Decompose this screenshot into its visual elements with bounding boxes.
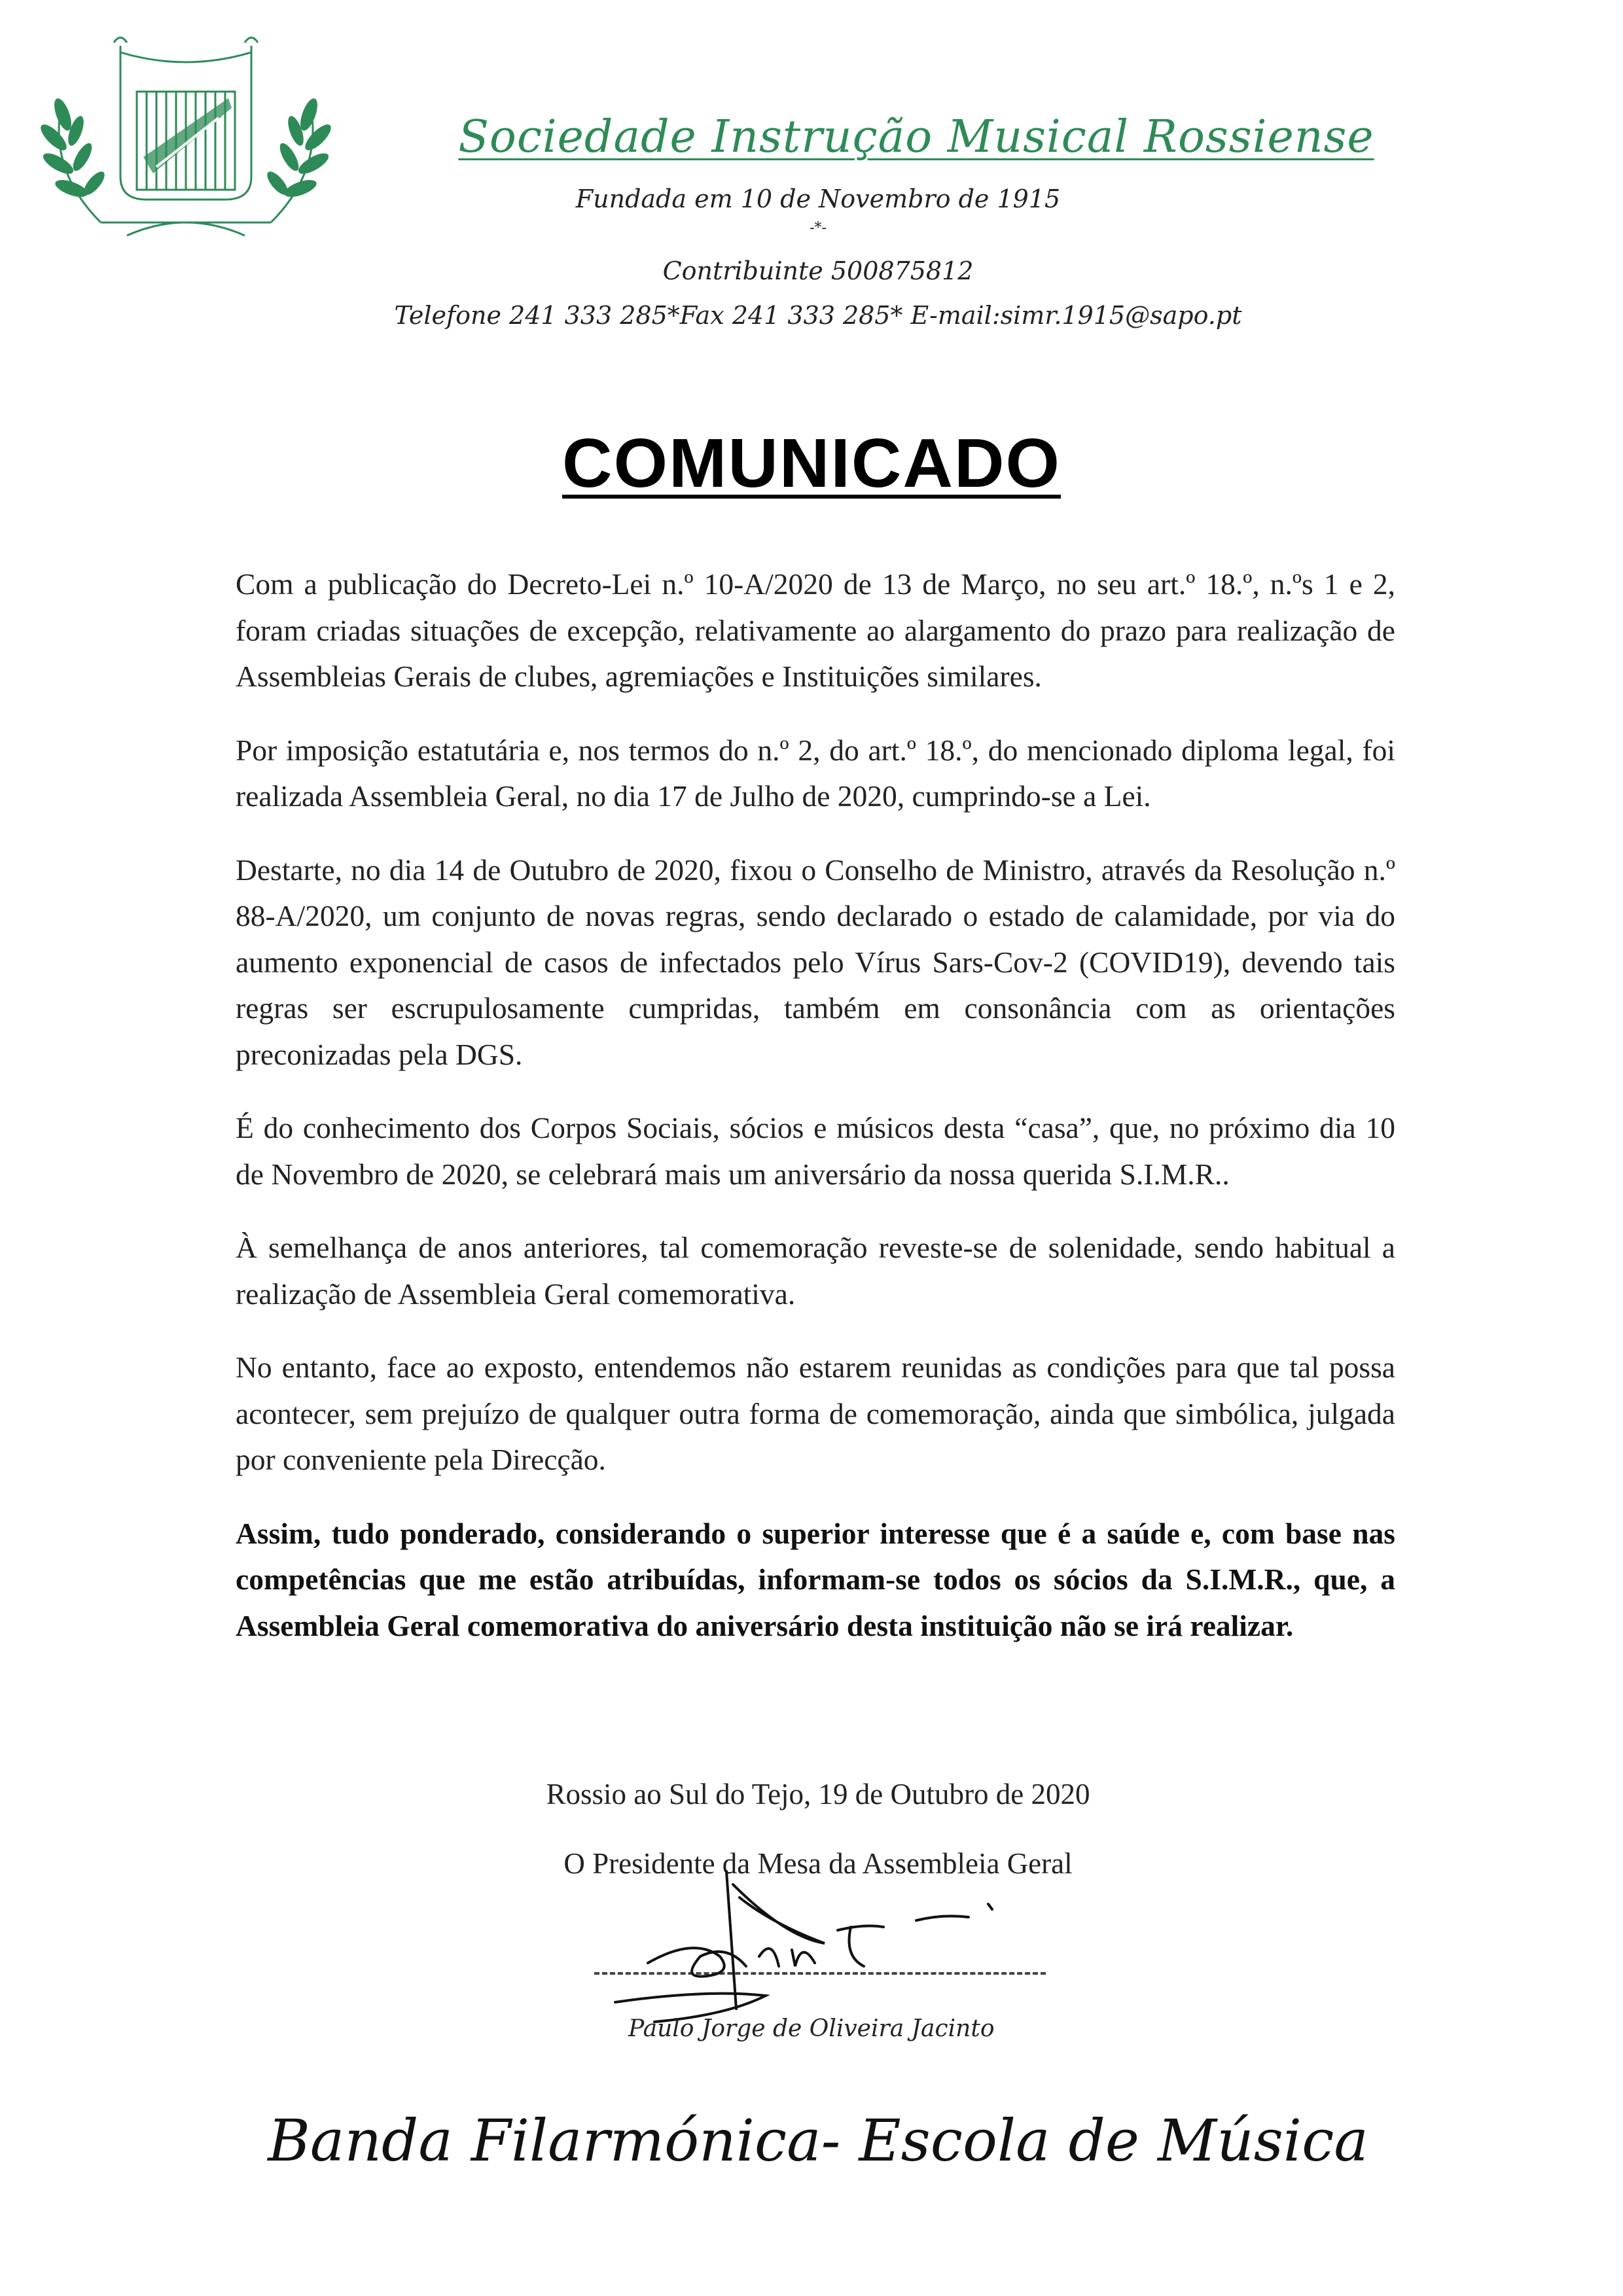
paragraph-conclusion: Assim, tudo ponderado, considerando o superior interesse que é a saúde e, com base nas competências que me estão atribuídas, informam-se todos os sócios da S.I.M.R., que, a Assembleia Geral comemorativa do aniversário desta instituição não se irá realizar. (236, 1516, 1395, 1642)
document-body (236, 561, 1395, 1676)
document-title: COMUNICADO (562, 425, 1061, 502)
paragraph: À semelhança de anos anteriores, tal comemoração reveste-se de solenidade, sendo habitual a realização de Assembleia Geral comemorativa. (236, 1231, 1395, 1311)
paragraph: Com a publicação do Decreto-Lei n.º 10-A/2020 de 13 de Março, no seu art.º 18.º, n.ºs 1 e 2, foram criadas situações de excepção, relativamente ao alargamento do prazo para realização de Assembleias Gerais de clubes, agremiações e Instituições similares. (236, 567, 1395, 693)
lyre-with-laurel-wreath-icon (22, 26, 349, 242)
footer-title: Banda Filarmónica- Escola de Música (268, 2107, 1368, 2174)
paragraph: Por imposição estatutária e, nos termos do n.º 2, do art.º 18.º, do mencionado diploma legal, foi realizada Assembleia Geral, no dia 17 de Julho de 2020, cumprindo-se a Lei. (236, 733, 1395, 813)
organization-name: Sociedade Instrução Musical Rossiense (458, 111, 1374, 163)
signer-name: Paulo Jorge de Oliveira Jacinto (628, 2015, 995, 2042)
paragraph: É do conhecimento dos Corpos Sociais, sócios e músicos desta “casa”, que, no próximo dia 10 de Novembro de 2020, se celebrará mais um aniversário da nossa querida S.I.M.R.. (236, 1111, 1395, 1191)
header-separator: -*- (810, 220, 827, 236)
signer-role: O Presidente da Mesa da Assembleia Geral (563, 1847, 1073, 1880)
paragraph: Destarte, no dia 14 de Outubro de 2020, fixou o Conselho de Ministro, através da Resolução n.º 88-A/2020, um conjunto de novas regras, sendo declarado o estado de calamidade, por via do aumento exponencial de casos de infectados pelo Vírus Sars-Cov-2 (COVID19), devendo tais regras ser escrupulosamente cumpridas, também em consonância com as orientações preconizadas pela DGS. (236, 853, 1395, 1071)
taxpayer-number: Contribuinte 500875812 (662, 256, 974, 285)
paragraph: No entanto, face ao exposto, entendemos não estarem reunidas as condições para que tal possa acontecer, sem prejuízo de qualquer outra forma de comemoração, ainda que simbólica, julgada por conveniente pela Direcção. (236, 1351, 1395, 1476)
handwritten-signature (576, 1858, 1073, 2028)
place-and-date: Rossio ao Sul do Tejo, 19 de Outubro de 2020 (546, 1778, 1090, 1810)
contact-line: Telefone 241 333 285*Fax 241 333 285* E-mail:simr.1915@sapo.pt (394, 301, 1242, 330)
founding-date: Fundada em 10 de Novembro de 1915 (575, 185, 1061, 213)
